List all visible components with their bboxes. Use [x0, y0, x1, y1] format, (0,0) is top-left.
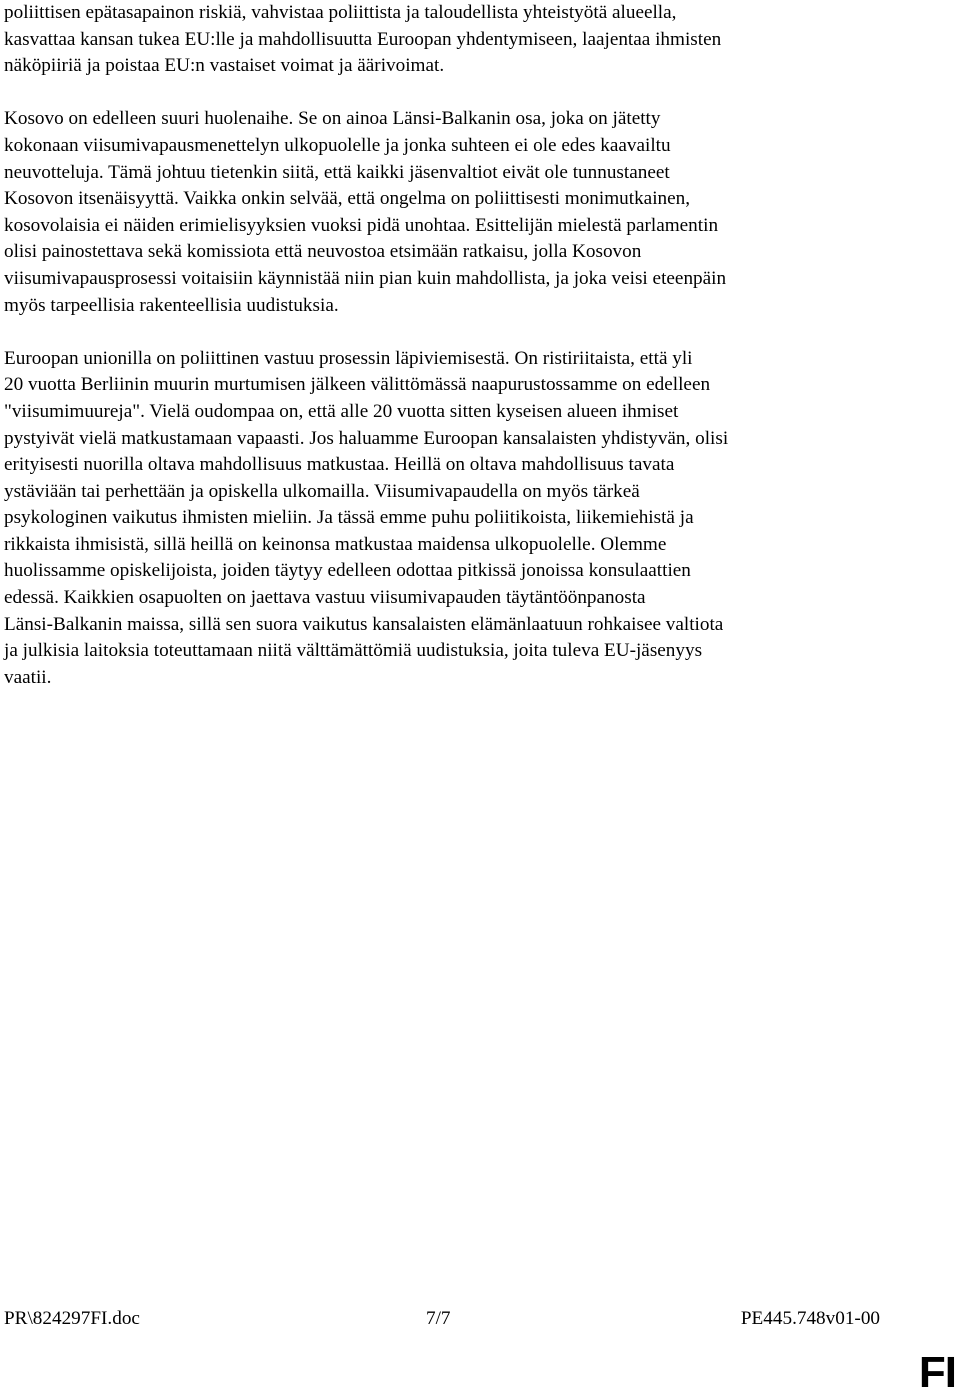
paragraph-intro-continuation: poliittisen epätasapainon riskiä, vahvistaa poliittista ja taloudellista yhteistyötä alueella, kasvattaa kansan tukea EU:lle ja mahdollisuutta Euroopan yhdentymiseen, laajentaa ihmisten näköpiiriä ja poistaa EU:n vastaiset voimat ja äärivoimat. — [4, 2, 722, 77]
language-code-label: FI — [918, 1348, 956, 1397]
footer-page-number: 7/7 — [426, 1308, 451, 1329]
paragraph-kosovo: Kosovo on edelleen suuri huolenaihe. Se on ainoa Länsi-Balkanin osa, joka on jätetty kokonaan viisumivapausmenettelyn ulkopuolelle ja jonka suhteen ei ole edes kaavailtu neuvotteluja. Tämä johtuu tietenkin siitä, että kaikki jäsenvaltiot eivät ole tunnustaneet Kosovon itsenäisyyttä. Vaikka onkin selvää, että ongelma on poliittisesti monimutkainen, kosovolaisia ei näiden erimielisyyksien vuoksi pidä unohtaa. Esittelijän mielestä parlamentin olisi painostettava sekä komissiota että neuvostoa etsimään ratkaisu, jolla Kosovon viisumivapausprosessi voitaisiin käynnistää niin pian kuin mahdollista, ja joka veisi eteenpäin myös tarpeellisia rakenteellisia uudistuksia. — [4, 108, 727, 316]
document-body — [4, 0, 884, 718]
paragraph-eu-responsibility: Euroopan unionilla on poliittinen vastuu prosessin läpiviemisestä. On ristiriitaista, että yli 20 vuotta Berliinin muurin murtumisen jälkeen välittömässä naapurustossamme on edelleen "viisumimuureja". Vielä oudompaa on, että alle 20 vuotta sitten kyseisen alueen ihmiset pystyivät vielä matkustamaan vapaasti. Jos haluamme Euroopan kansalaisten yhdistyvän, olisi erityisesti nuorilla oltava mahdollisuus matkustaa. Heillä on oltava mahdollisuus tavata ystäviään tai perhettään ja opiskella ulkomailla. Viisumivapaudella on myös tärkeä psykologinen vaikutus ihmisten mieliin. Ja tässä emme puhu poliitikoista, liikemiehistä ja rikkaista ihmisistä, sillä heillä on keinonsa matkustaa maidensa ulkopuolelle. Olemme huolissamme opiskelijoista, joiden täytyy edelleen odottaa pitkissä jonoissa konsulaattien edessä. Kaikkien osapuolten on jaettava vastuu viisumivapauden täytäntöönpanosta Länsi-Balkanin maissa, sillä sen suora vaikutus kansalaisten elämänlaatuun rohkaisee valtiota ja julkisia laitoksia toteuttamaan niitä välttämättömiä uudistuksia, joita tuleva EU-jäsenyys vaatii. — [4, 347, 729, 688]
page-footer — [4, 1306, 880, 1332]
footer-file-reference: PR\824297FI.doc — [4, 1308, 140, 1329]
footer-document-code: PE445.748v01-00 — [740, 1308, 880, 1329]
